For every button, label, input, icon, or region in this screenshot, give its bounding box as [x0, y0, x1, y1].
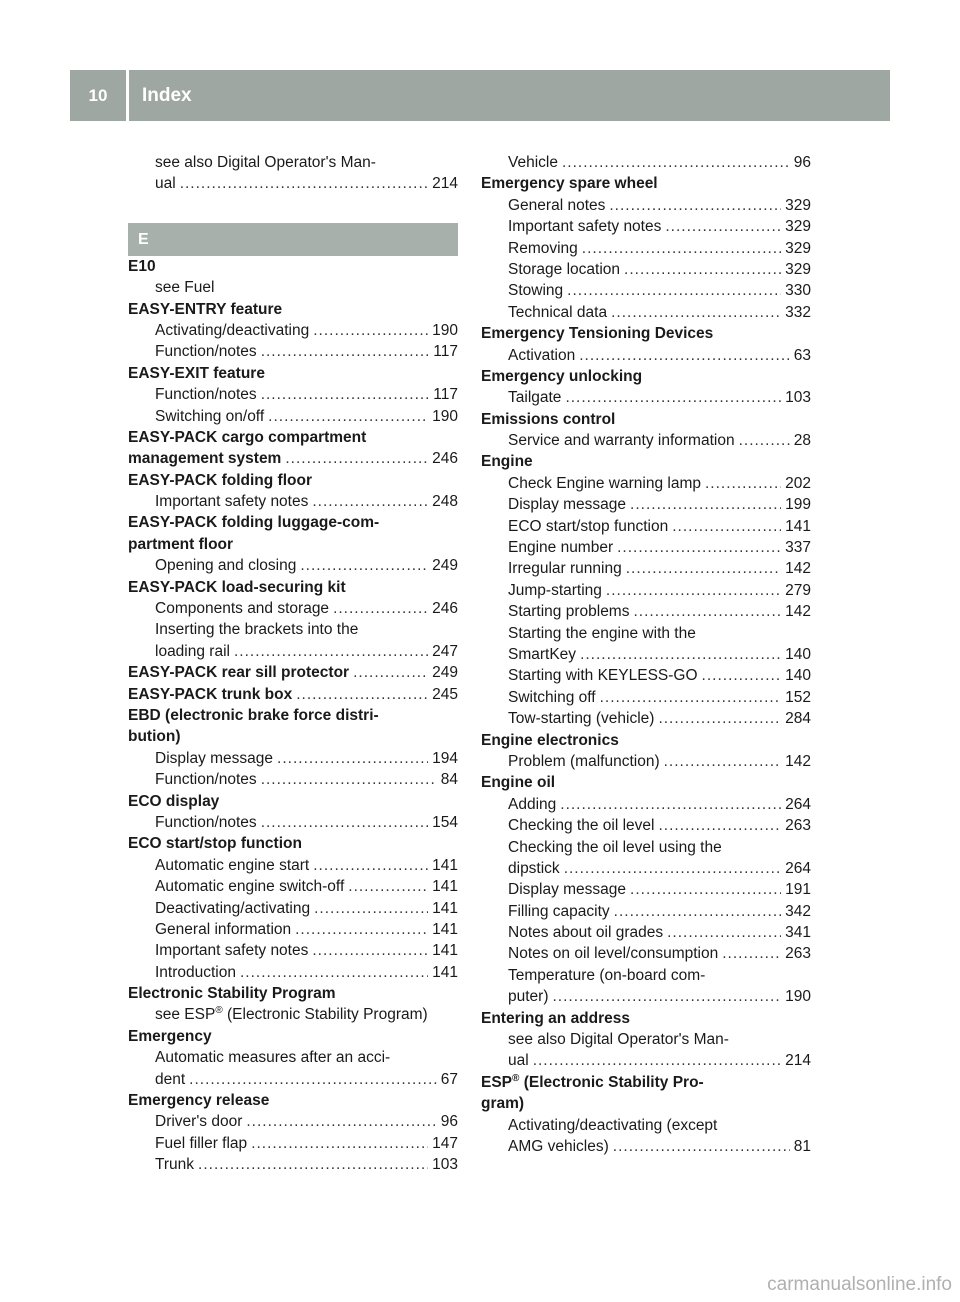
- entry-label: Components and storage: [155, 600, 330, 618]
- entry-label: Storage location: [508, 260, 621, 278]
- entry-label: ual: [508, 1052, 529, 1070]
- index-subentry: [128, 940, 458, 961]
- page-reference: 141: [432, 856, 458, 874]
- dot-leader: [553, 986, 782, 1007]
- index-subentry: [481, 1050, 811, 1071]
- entry-label: management system: [128, 450, 282, 468]
- page-reference: 67: [440, 1070, 458, 1088]
- index-subentry: [128, 1133, 458, 1154]
- index-subentry: [128, 876, 458, 897]
- index-heading: Emissions control: [481, 410, 616, 428]
- dot-leader: [300, 555, 428, 576]
- dot-leader: [600, 687, 782, 708]
- dot-leader: [564, 858, 781, 879]
- index-subentry: [128, 641, 458, 662]
- page-reference: 263: [785, 817, 811, 835]
- index-subentry: [481, 238, 811, 259]
- entry-label: Tailgate: [508, 389, 562, 407]
- index-subentry: [481, 473, 811, 494]
- page-reference: 154: [432, 813, 458, 831]
- page-reference: 199: [785, 496, 811, 514]
- page-reference: 140: [785, 667, 811, 685]
- page-reference: 341: [785, 924, 811, 942]
- index-heading: Emergency Tensioning Devices: [481, 325, 714, 343]
- index-subentry: [481, 259, 811, 280]
- dot-leader: [268, 406, 428, 427]
- page-reference: 190: [432, 321, 458, 339]
- page-title: Index: [142, 85, 192, 106]
- page-reference: 190: [432, 407, 458, 425]
- page-reference: 141: [785, 517, 811, 535]
- index-subentry: [128, 491, 458, 512]
- index-heading: EASY-PACK folding luggage-com-: [128, 514, 380, 532]
- page-reference: 141: [432, 963, 458, 981]
- page-reference: 214: [432, 175, 458, 193]
- page-reference: 63: [793, 346, 811, 364]
- index-subentry: [481, 879, 811, 900]
- index-subentry: [128, 173, 458, 194]
- index-heading: EASY-PACK cargo compartment: [128, 428, 367, 446]
- dot-leader: [285, 448, 428, 469]
- entry-label: Automatic engine start: [155, 856, 310, 874]
- dot-leader: [312, 491, 428, 512]
- dot-leader: [611, 302, 781, 323]
- dot-leader: [261, 812, 428, 833]
- index-subentry-text: see also Digital Operator's Man-: [508, 1031, 729, 1049]
- entry-label: SmartKey: [508, 645, 577, 663]
- page-reference: 103: [785, 389, 811, 407]
- page-reference: 214: [785, 1052, 811, 1070]
- index-subentry-text: Automatic measures after an acci-: [155, 1049, 391, 1067]
- page-reference: 264: [785, 795, 811, 813]
- entry-label: Function/notes: [155, 343, 257, 361]
- header-divider: [126, 70, 129, 121]
- page-reference: 191: [785, 881, 811, 899]
- page-reference: 141: [432, 878, 458, 896]
- index-subentry: [481, 494, 811, 515]
- entry-label: ECO start/stop function: [508, 517, 669, 535]
- index-heading: Entering an address: [481, 1009, 631, 1027]
- dot-leader: [189, 1069, 437, 1090]
- index-heading: E10: [128, 257, 156, 275]
- entry-label: Check Engine warning lamp: [508, 474, 701, 492]
- entry-label: Tow-starting (vehicle): [508, 710, 655, 728]
- index-subentry: [481, 815, 811, 836]
- page-reference: 264: [785, 859, 811, 877]
- entry-label: Irregular running: [508, 560, 622, 578]
- index-heading: Electronic Stability Program: [128, 985, 336, 1003]
- index-subentry: [481, 986, 811, 1007]
- page-reference: 246: [432, 450, 458, 468]
- index-subentry: [481, 430, 811, 451]
- index-heading: Emergency release: [128, 1092, 270, 1110]
- dot-leader: [567, 280, 781, 301]
- entry-label: Problem (malfunction): [508, 752, 660, 770]
- dot-leader: [633, 601, 781, 622]
- dot-leader: [624, 259, 781, 280]
- page-reference: 330: [785, 282, 811, 300]
- page-reference: 263: [785, 945, 811, 963]
- page-reference: 84: [440, 771, 458, 789]
- dot-leader: [606, 580, 781, 601]
- entry-label: Starting problems: [508, 603, 630, 621]
- dot-leader: [705, 473, 781, 494]
- index-heading: EASY-EXIT feature: [128, 364, 265, 382]
- dot-leader: [261, 769, 437, 790]
- index-subentry: [481, 216, 811, 237]
- index-heading: partment floor: [128, 535, 234, 553]
- page-reference: 142: [785, 603, 811, 621]
- index-subentry: [481, 644, 811, 665]
- index-heading: ECO start/stop function: [128, 835, 302, 853]
- entry-label: Important safety notes: [155, 493, 309, 511]
- index-column-left: [128, 152, 458, 1176]
- index-subentry: [481, 1136, 811, 1157]
- index-subentry: [128, 748, 458, 769]
- page-reference: 142: [785, 560, 811, 578]
- entry-label: Stowing: [508, 282, 564, 300]
- section-gap: [128, 195, 458, 223]
- index-subentry: [481, 901, 811, 922]
- entry-label: EASY-PACK rear sill protector: [128, 664, 350, 682]
- entry-label: Function/notes: [155, 813, 257, 831]
- dot-leader: [313, 320, 428, 341]
- entry-label: Display message: [508, 496, 627, 514]
- index-subentry: [481, 687, 811, 708]
- index-heading: Engine oil: [481, 774, 556, 792]
- entry-label: EASY-PACK trunk box: [128, 685, 293, 703]
- dot-leader: [180, 173, 428, 194]
- entry-label: Engine number: [508, 539, 614, 557]
- index-heading: Engine: [481, 453, 533, 471]
- index-heading: ESP® (Electronic Stability Pro-: [481, 1072, 704, 1091]
- index-subentry: [481, 580, 811, 601]
- dot-leader: [630, 494, 781, 515]
- page-reference: 152: [785, 688, 811, 706]
- entry-label: Starting with KEYLESS-GO: [508, 667, 698, 685]
- dot-leader: [533, 1050, 781, 1071]
- dot-leader: [314, 898, 428, 919]
- page-reference: 247: [432, 642, 458, 660]
- index-heading: EBD (electronic brake force distri-: [128, 706, 379, 724]
- entry-label: Function/notes: [155, 386, 257, 404]
- entry-label: Important safety notes: [508, 218, 662, 236]
- index-heading-entry: [128, 662, 458, 683]
- page-reference: 248: [432, 493, 458, 511]
- index-subentry: [128, 812, 458, 833]
- index-subentry: [481, 794, 811, 815]
- index-heading: EASY-PACK folding floor: [128, 471, 312, 489]
- index-subentry: [128, 384, 458, 405]
- entry-label: Display message: [155, 749, 274, 767]
- page-reference: 141: [432, 899, 458, 917]
- index-subentry: [481, 537, 811, 558]
- page-number: 10: [88, 86, 108, 105]
- dot-leader: [261, 341, 430, 362]
- page-reference: 117: [433, 343, 458, 361]
- dot-leader: [277, 748, 428, 769]
- page-reference: 245: [432, 685, 458, 703]
- page-reference: 337: [785, 539, 811, 557]
- index-column-right: [481, 152, 811, 1157]
- dot-leader: [630, 879, 781, 900]
- dot-leader: [582, 238, 781, 259]
- entry-label: Removing: [508, 239, 578, 257]
- entry-label: dipstick: [508, 859, 560, 877]
- dot-leader: [198, 1154, 428, 1175]
- page-reference: 142: [785, 752, 811, 770]
- index-heading: Engine electronics: [481, 731, 619, 749]
- entry-label: Adding: [508, 795, 557, 813]
- entry-label: Deactivating/activating: [155, 899, 311, 917]
- index-heading: EASY-ENTRY feature: [128, 300, 283, 318]
- index-subentry: [481, 195, 811, 216]
- index-subentry-text: Activating/deactivating (except: [508, 1116, 718, 1134]
- index-subentry: [128, 598, 458, 619]
- index-heading: ECO display: [128, 792, 220, 810]
- dot-leader: [353, 662, 428, 683]
- dot-leader: [665, 216, 781, 237]
- dot-leader: [333, 598, 428, 619]
- dot-leader: [296, 684, 428, 705]
- page-reference: 190: [785, 988, 811, 1006]
- index-subentry-text: Temperature (on-board com-: [508, 966, 706, 984]
- page-header: [70, 70, 890, 121]
- page-reference: 96: [440, 1113, 458, 1131]
- dot-leader: [246, 1111, 436, 1132]
- page-reference: 81: [793, 1137, 811, 1155]
- index-subentry-text: Starting the engine with the: [508, 624, 696, 642]
- index-subentry-text: see also Digital Operator's Man-: [155, 154, 376, 171]
- entry-label: Switching on/off: [155, 407, 265, 425]
- index-subentry-text: see ESP® (Electronic Stability Program): [155, 1005, 428, 1024]
- dot-leader: [739, 430, 790, 451]
- index-heading: EASY-PACK load-securing kit: [128, 578, 346, 596]
- index-subentry: [128, 406, 458, 427]
- index-heading-entry: [128, 684, 458, 705]
- entry-label: Checking the oil level: [508, 817, 655, 835]
- entry-label: Trunk: [155, 1156, 195, 1174]
- index-subentry: [481, 387, 811, 408]
- index-subentry: [128, 769, 458, 790]
- entry-label: Jump-starting: [508, 581, 602, 599]
- dot-leader: [613, 1136, 790, 1157]
- page-reference: 246: [432, 600, 458, 618]
- page-reference: 194: [432, 749, 458, 767]
- index-subentry: [481, 280, 811, 301]
- entry-label: Introduction: [155, 963, 236, 981]
- dot-leader: [580, 644, 781, 665]
- dot-leader: [672, 516, 781, 537]
- page-reference: 147: [432, 1134, 458, 1152]
- page-reference: 329: [785, 260, 811, 278]
- dot-leader: [579, 345, 790, 366]
- entry-label: Automatic engine switch-off: [155, 878, 345, 896]
- entry-label: Display message: [508, 881, 627, 899]
- index-subentry: [128, 555, 458, 576]
- page-reference: 202: [785, 474, 811, 492]
- dot-leader: [240, 962, 428, 983]
- index-subentry-text: see Fuel: [155, 279, 215, 297]
- entry-label: Notes about oil grades: [508, 924, 664, 942]
- page-reference: 279: [785, 581, 811, 599]
- dot-leader: [617, 537, 781, 558]
- page-reference: 249: [432, 664, 458, 682]
- entry-label: Important safety notes: [155, 942, 309, 960]
- index-heading: Emergency spare wheel: [481, 175, 658, 193]
- page-reference: 329: [785, 239, 811, 257]
- index-heading: Emergency unlocking: [481, 367, 643, 385]
- entry-label: Filling capacity: [508, 902, 610, 920]
- dot-leader: [609, 195, 781, 216]
- index-subentry: [481, 943, 811, 964]
- entry-label: Opening and closing: [155, 557, 297, 575]
- page-reference: 141: [432, 942, 458, 960]
- page-reference: 332: [785, 303, 811, 321]
- page-reference: 329: [785, 196, 811, 214]
- page-reference: 329: [785, 218, 811, 236]
- page-reference: 342: [785, 902, 811, 920]
- entry-label: Function/notes: [155, 771, 257, 789]
- dot-leader: [614, 901, 781, 922]
- index-subentry: [481, 302, 811, 323]
- index-subentry: [481, 708, 811, 729]
- dot-leader: [562, 152, 790, 173]
- entry-label: Driver's door: [155, 1113, 243, 1131]
- dot-leader: [658, 815, 781, 836]
- index-subentry: [128, 341, 458, 362]
- index-subentry: [128, 855, 458, 876]
- dot-leader: [722, 943, 781, 964]
- page-reference: 103: [432, 1156, 458, 1174]
- page-reference: 284: [785, 710, 811, 728]
- index-heading: Emergency: [128, 1027, 212, 1045]
- index-heading: gram): [481, 1095, 525, 1113]
- index-subentry: [128, 898, 458, 919]
- page-reference: 28: [793, 432, 811, 450]
- entry-label: AMG vehicles): [508, 1137, 609, 1155]
- section-letter-heading: E: [128, 223, 458, 256]
- index-subentry-text: Inserting the brackets into the: [155, 621, 359, 639]
- dot-leader: [664, 751, 782, 772]
- dot-leader: [667, 922, 781, 943]
- dot-leader: [313, 855, 428, 876]
- dot-leader: [560, 794, 781, 815]
- index-subentry: [128, 1069, 458, 1090]
- entry-label: ual: [155, 175, 176, 193]
- entry-label: Service and warranty information: [508, 432, 735, 450]
- index-subentry: [481, 152, 811, 173]
- entry-label: Fuel filler flap: [155, 1134, 248, 1152]
- dot-leader: [261, 384, 430, 405]
- page-reference: 141: [432, 920, 458, 938]
- entry-label: General information: [155, 920, 292, 938]
- entry-label: Technical data: [508, 303, 608, 321]
- index-subentry: [128, 320, 458, 341]
- page-reference: 140: [785, 645, 811, 663]
- page-reference: 249: [432, 557, 458, 575]
- index-subentry: [481, 345, 811, 366]
- index-subentry: [481, 558, 811, 579]
- dot-leader: [234, 641, 428, 662]
- index-subentry: [481, 751, 811, 772]
- index-heading-entry: [128, 448, 458, 469]
- entry-label: puter): [508, 988, 549, 1006]
- entry-label: loading rail: [155, 642, 230, 660]
- dot-leader: [312, 940, 428, 961]
- dot-leader: [626, 558, 781, 579]
- dot-leader: [295, 919, 428, 940]
- index-subentry: [128, 962, 458, 983]
- entry-label: Notes on oil level/consumption: [508, 945, 719, 963]
- dot-leader: [348, 876, 428, 897]
- dot-leader: [702, 665, 782, 686]
- index-subentry: [128, 919, 458, 940]
- entry-label: dent: [155, 1070, 186, 1088]
- index-subentry: [481, 922, 811, 943]
- entry-label: Vehicle: [508, 154, 558, 171]
- index-subentry-text: Checking the oil level using the: [508, 838, 722, 856]
- entry-label: Activation: [508, 346, 576, 364]
- entry-label: Activating/deactivating: [155, 321, 310, 339]
- entry-label: General notes: [508, 196, 606, 214]
- index-heading: bution): [128, 728, 181, 746]
- dot-leader: [251, 1133, 428, 1154]
- dot-leader: [565, 387, 781, 408]
- page-reference: 117: [433, 386, 458, 404]
- watermark: carmanualsonline.info: [767, 1274, 952, 1295]
- index-subentry: [128, 1154, 458, 1175]
- dot-leader: [658, 708, 781, 729]
- index-subentry: [128, 1111, 458, 1132]
- index-subentry: [481, 858, 811, 879]
- page-reference: 96: [793, 154, 811, 171]
- index-subentry: [481, 601, 811, 622]
- index-subentry: [481, 665, 811, 686]
- index-subentry: [481, 516, 811, 537]
- entry-label: Switching off: [508, 688, 596, 706]
